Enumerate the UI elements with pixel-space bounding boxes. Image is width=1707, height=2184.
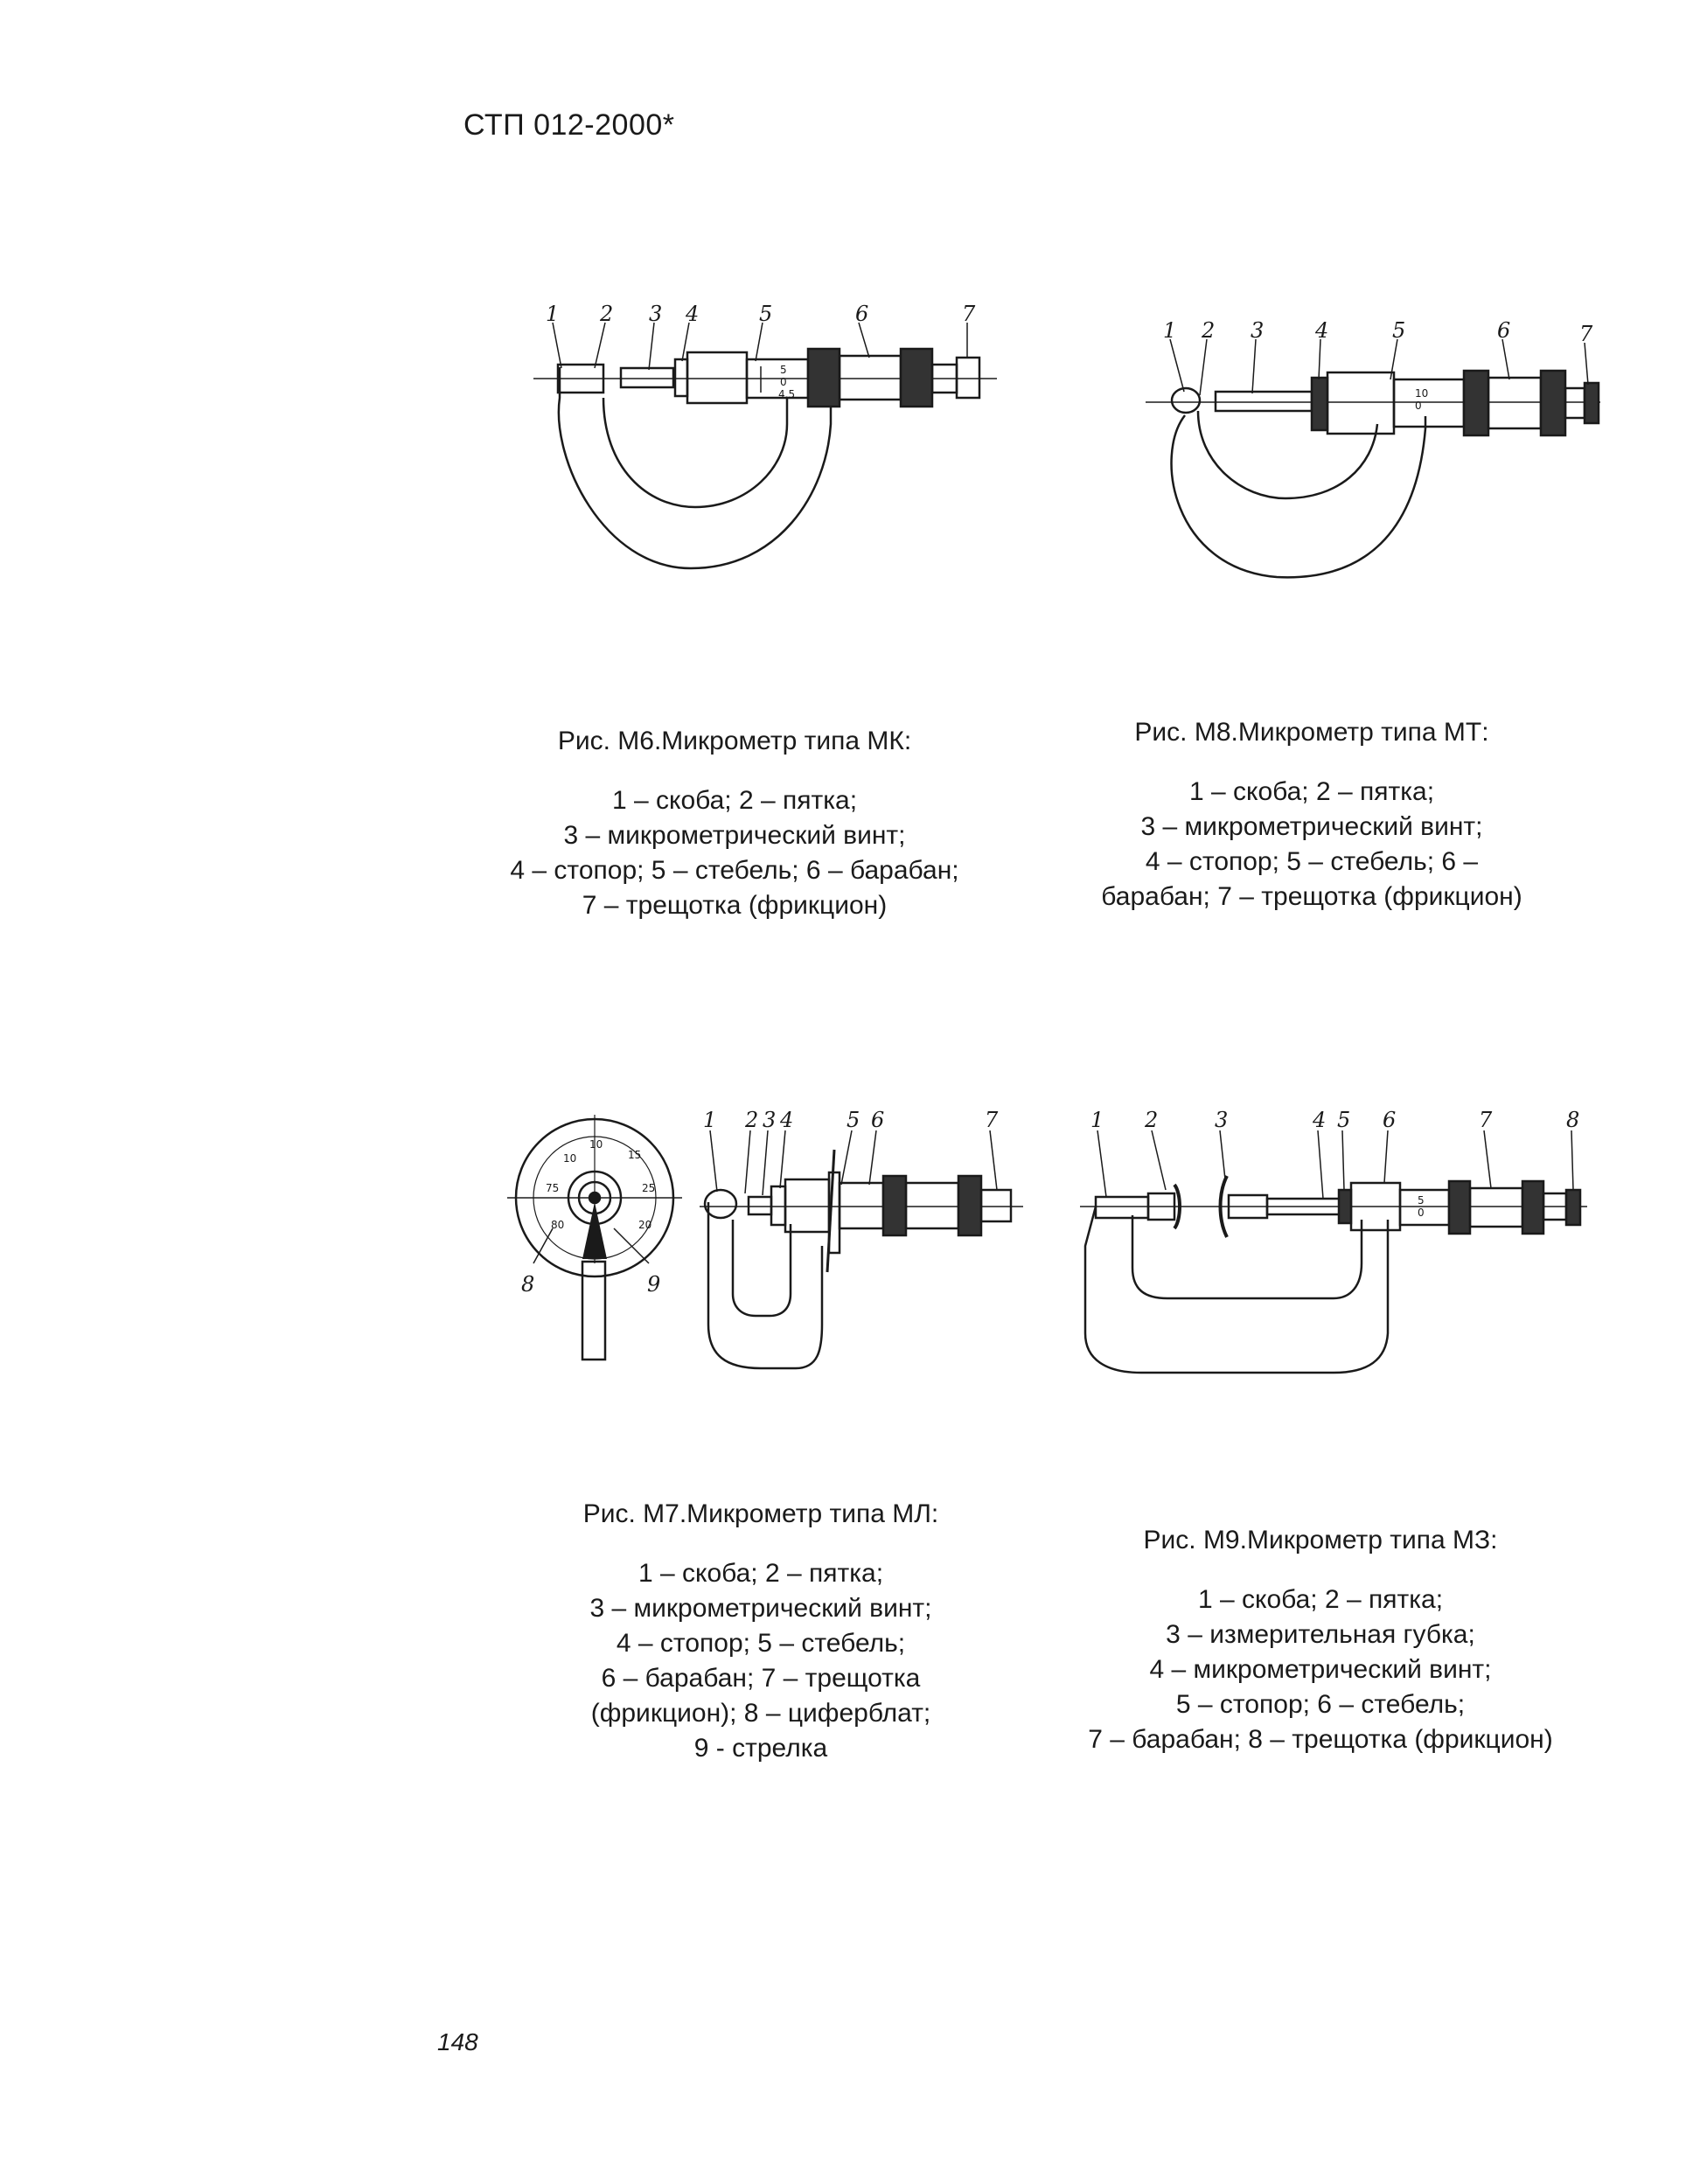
caption-line: 1 – скоба; 2 – пятка; [638, 1559, 884, 1588]
caption-m6 [490, 724, 979, 923]
label-4: 4 [686, 302, 700, 326]
label-7: 7 [1579, 322, 1593, 346]
label-2: 2 [745, 1108, 759, 1132]
caption-line: барабан; 7 – трещотка (фрикцион) [1101, 882, 1522, 911]
label-3: 3 [649, 302, 663, 326]
caption-title: Рис. М7.Микрометр типа МЛ: [582, 1499, 939, 1528]
svg-text:10: 10 [589, 1138, 603, 1151]
svg-text:0: 0 [1418, 1207, 1425, 1219]
label-6: 6 [1383, 1108, 1397, 1132]
caption-m8 [1067, 715, 1557, 915]
label-1: 1 [1163, 318, 1177, 343]
caption-line: 1 – скоба; 2 – пятка; [1197, 1585, 1444, 1614]
caption-line: 7 – трещотка (фрикцион) [582, 891, 888, 920]
svg-text:4,5: 4,5 [778, 388, 796, 400]
caption-m9 [1049, 1523, 1592, 1757]
label-7: 7 [962, 302, 976, 326]
caption-line: 1 – скоба; 2 – пятка; [1188, 777, 1435, 806]
label-7: 7 [1479, 1108, 1493, 1132]
page-number: 148 [437, 2028, 478, 2055]
label-7: 7 [985, 1108, 999, 1132]
caption-line: 3 – микрометрический винт; [563, 821, 906, 850]
caption-m7 [516, 1497, 1006, 1766]
label-4: 4 [1313, 1108, 1327, 1132]
caption-line: 4 – стопор; 5 – стебель; [616, 1629, 906, 1658]
caption-line: 7 – барабан; 8 – трещотка (фрикцион) [1088, 1725, 1553, 1754]
caption-line: 1 – скоба; 2 – пятка; [611, 786, 858, 815]
label-9: 9 [647, 1272, 661, 1297]
label-8: 8 [521, 1272, 535, 1297]
label-4: 4 [1315, 318, 1329, 343]
caption-line: 4 – стопор; 5 – стебель; 6 – барабан; [510, 856, 959, 885]
label-5: 5 [759, 302, 773, 326]
svg-text:20: 20 [638, 1219, 652, 1231]
caption-title: Рис. М6.Микрометр типа МК: [557, 727, 912, 755]
caption-line: 3 – измерительная губка; [1166, 1620, 1475, 1649]
caption-line: 9 - стрелка [693, 1734, 828, 1763]
label-6: 6 [855, 302, 869, 326]
label-2: 2 [1202, 318, 1216, 343]
label-8: 8 [1566, 1108, 1580, 1132]
label-1: 1 [546, 302, 560, 326]
svg-text:0: 0 [1415, 400, 1422, 412]
caption-title: Рис. М9.Микрометр типа МЗ: [1143, 1526, 1498, 1555]
label-1: 1 [703, 1108, 717, 1132]
label-2: 2 [1145, 1108, 1159, 1132]
caption-line: 6 – барабан; 7 – трещотка [601, 1664, 921, 1693]
label-3: 3 [1251, 318, 1265, 343]
svg-text:0: 0 [780, 376, 787, 388]
label-6: 6 [871, 1108, 885, 1132]
svg-text:5: 5 [780, 364, 787, 376]
svg-text:15: 15 [628, 1149, 642, 1161]
caption-line: 3 – микрометрический винт; [589, 1594, 932, 1623]
svg-text:10: 10 [563, 1152, 577, 1165]
label-3: 3 [763, 1108, 777, 1132]
caption-line: 5 – стопор; 6 – стебель; [1175, 1690, 1466, 1719]
figure-m6-micrometer-mk [525, 302, 1014, 616]
caption-line: 4 – микрометрический винт; [1149, 1655, 1492, 1684]
label-5: 5 [1392, 318, 1406, 343]
label-3: 3 [1215, 1108, 1229, 1132]
label-5: 5 [847, 1108, 860, 1132]
caption-line: 3 – микрометрический винт; [1140, 812, 1483, 841]
label-5: 5 [1337, 1108, 1351, 1132]
figure-m9-micrometer-mz [1071, 1106, 1596, 1395]
svg-text:75: 75 [546, 1182, 560, 1194]
svg-text:25: 25 [642, 1182, 656, 1194]
label-1: 1 [1090, 1108, 1104, 1132]
caption-line: 4 – стопор; 5 – стебель; 6 – [1145, 847, 1479, 876]
label-4: 4 [780, 1108, 794, 1132]
caption-line: (фрикцион); 8 – циферблат; [590, 1699, 931, 1728]
figure-m8-micrometer-mt [1137, 315, 1609, 595]
svg-text:80: 80 [551, 1219, 565, 1231]
label-6: 6 [1497, 318, 1511, 343]
svg-text:5: 5 [1418, 1194, 1425, 1207]
caption-title: Рис. М8.Микрометр типа МТ: [1134, 718, 1489, 747]
document-code: СТП 012-2000* [463, 108, 675, 142]
svg-text:10: 10 [1415, 387, 1429, 400]
figure-m7-micrometer-ml [507, 1106, 1032, 1395]
label-2: 2 [600, 302, 614, 326]
